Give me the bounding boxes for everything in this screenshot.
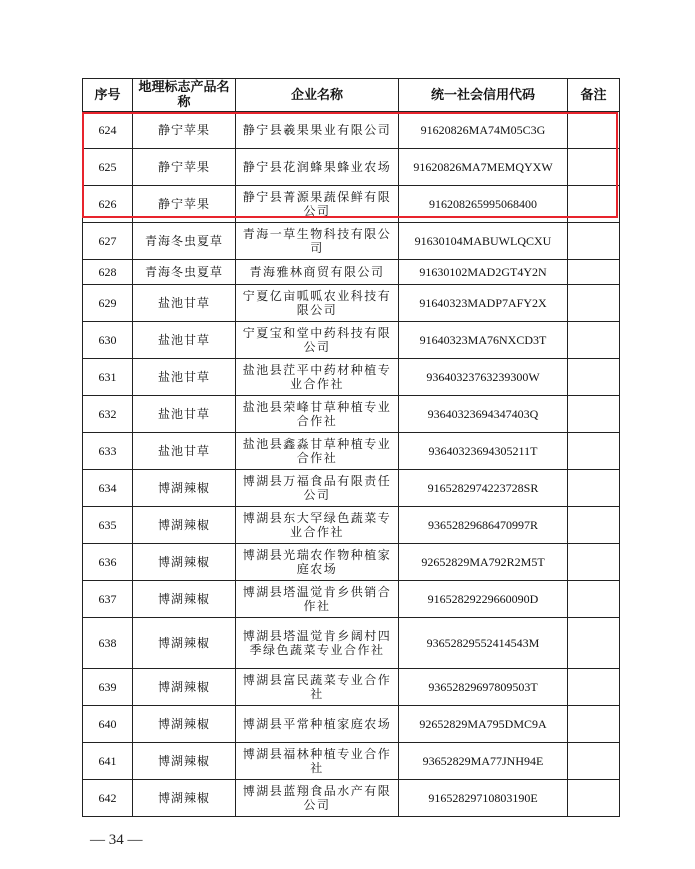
row-company: 静宁县菁源果蔬保鲜有限公司 xyxy=(236,186,399,223)
table-row xyxy=(83,223,620,260)
row-seq: 627 xyxy=(83,223,133,260)
table-row xyxy=(83,112,620,149)
row-company: 青海一草生物科技有限公司 xyxy=(236,223,399,260)
row-code: 91630104MABUWLQCXU xyxy=(399,223,568,260)
row-note xyxy=(568,706,620,743)
row-note xyxy=(568,322,620,359)
row-code: 91652829710803190E xyxy=(399,780,568,817)
row-product: 博湖辣椒 xyxy=(133,706,236,743)
row-product: 博湖辣椒 xyxy=(133,743,236,780)
row-note xyxy=(568,544,620,581)
table-row xyxy=(83,669,620,706)
row-code: 92652829MA792R2M5T xyxy=(399,544,568,581)
row-seq: 635 xyxy=(83,507,133,544)
row-note xyxy=(568,260,620,285)
row-company: 博湖县光瑞农作物种植家庭农场 xyxy=(236,544,399,581)
row-product: 博湖辣椒 xyxy=(133,669,236,706)
row-product: 博湖辣椒 xyxy=(133,544,236,581)
table-row xyxy=(83,149,620,186)
row-seq: 628 xyxy=(83,260,133,285)
row-seq: 634 xyxy=(83,470,133,507)
table-row xyxy=(83,396,620,433)
header-code: 统一社会信用代码 xyxy=(399,79,568,112)
row-code: 93652829697809503T xyxy=(399,669,568,706)
row-company: 盐池县荣峰甘草种植专业合作社 xyxy=(236,396,399,433)
row-company: 盐池县茳平中药材种植专业合作社 xyxy=(236,359,399,396)
row-company: 博湖县东大罕绿色蔬菜专业合作社 xyxy=(236,507,399,544)
row-seq: 633 xyxy=(83,433,133,470)
row-product: 青海冬虫夏草 xyxy=(133,223,236,260)
row-company: 静宁县花润蜂果蜂业农场 xyxy=(236,149,399,186)
row-seq: 632 xyxy=(83,396,133,433)
row-code: 91630102MAD2GT4Y2N xyxy=(399,260,568,285)
table-row xyxy=(83,359,620,396)
row-company: 静宁县羲果果业有限公司 xyxy=(236,112,399,149)
row-code: 93640323694305211T xyxy=(399,433,568,470)
row-code: 92652829MA795DMC9A xyxy=(399,706,568,743)
row-note xyxy=(568,359,620,396)
row-seq: 638 xyxy=(83,618,133,669)
row-code: 91640323MADP7AFY2X xyxy=(399,285,568,322)
table-row xyxy=(83,618,620,669)
row-note xyxy=(568,507,620,544)
row-note xyxy=(568,618,620,669)
row-code: 91620826MA7MEMQYXW xyxy=(399,149,568,186)
enterprise-table xyxy=(82,78,620,817)
table-row xyxy=(83,260,620,285)
row-product: 青海冬虫夏草 xyxy=(133,260,236,285)
row-note xyxy=(568,396,620,433)
row-note xyxy=(568,581,620,618)
row-seq: 636 xyxy=(83,544,133,581)
row-code: 93652829MA77JNH94E xyxy=(399,743,568,780)
row-product: 静宁苹果 xyxy=(133,149,236,186)
row-product: 静宁苹果 xyxy=(133,112,236,149)
row-product: 盐池甘草 xyxy=(133,322,236,359)
row-product: 盐池甘草 xyxy=(133,285,236,322)
table-row xyxy=(83,507,620,544)
row-company: 宁夏亿亩呱呱农业科技有限公司 xyxy=(236,285,399,322)
row-code: 93640323694347403Q xyxy=(399,396,568,433)
row-seq: 641 xyxy=(83,743,133,780)
page-number: — 34 — xyxy=(90,832,143,848)
row-company: 博湖县塔温觉肯乡供销合作社 xyxy=(236,581,399,618)
table-row xyxy=(83,186,620,223)
row-note xyxy=(568,112,620,149)
table-row xyxy=(83,322,620,359)
table-row xyxy=(83,581,620,618)
table-row xyxy=(83,544,620,581)
row-product: 盐池甘草 xyxy=(133,433,236,470)
row-seq: 642 xyxy=(83,780,133,817)
header-company: 企业名称 xyxy=(236,79,399,112)
row-code: 93640323763239300W xyxy=(399,359,568,396)
row-product: 静宁苹果 xyxy=(133,186,236,223)
table-row xyxy=(83,780,620,817)
row-company: 盐池县鑫淼甘草种植专业合作社 xyxy=(236,433,399,470)
row-seq: 624 xyxy=(83,112,133,149)
table-row xyxy=(83,743,620,780)
table-header-row xyxy=(83,79,620,112)
row-seq: 639 xyxy=(83,669,133,706)
row-note xyxy=(568,669,620,706)
row-product: 盐池甘草 xyxy=(133,396,236,433)
row-product: 博湖辣椒 xyxy=(133,581,236,618)
row-code: 91652829229660090D xyxy=(399,581,568,618)
row-seq: 630 xyxy=(83,322,133,359)
row-code: 93652829552414543M xyxy=(399,618,568,669)
row-note xyxy=(568,285,620,322)
row-note xyxy=(568,149,620,186)
row-note xyxy=(568,780,620,817)
row-note xyxy=(568,470,620,507)
row-seq: 637 xyxy=(83,581,133,618)
row-code: 91620826MA74M05C3G xyxy=(399,112,568,149)
row-product: 博湖辣椒 xyxy=(133,780,236,817)
row-seq: 640 xyxy=(83,706,133,743)
row-company: 博湖县蓝翔食品水产有限公司 xyxy=(236,780,399,817)
row-code: 916208265995068400 xyxy=(399,186,568,223)
row-note xyxy=(568,186,620,223)
row-note xyxy=(568,743,620,780)
row-company: 博湖县平常种植家庭农场 xyxy=(236,706,399,743)
row-note xyxy=(568,223,620,260)
row-company: 博湖县福林种植专业合作社 xyxy=(236,743,399,780)
row-seq: 629 xyxy=(83,285,133,322)
row-company: 青海雅林商贸有限公司 xyxy=(236,260,399,285)
row-product: 博湖辣椒 xyxy=(133,618,236,669)
row-seq: 625 xyxy=(83,149,133,186)
row-product: 博湖辣椒 xyxy=(133,470,236,507)
row-company: 博湖县万福食品有限责任公司 xyxy=(236,470,399,507)
table-row xyxy=(83,433,620,470)
table-row xyxy=(83,706,620,743)
row-seq: 626 xyxy=(83,186,133,223)
table-row xyxy=(83,470,620,507)
row-seq: 631 xyxy=(83,359,133,396)
row-product: 盐池甘草 xyxy=(133,359,236,396)
row-company: 博湖县富民蔬菜专业合作社 xyxy=(236,669,399,706)
header-note: 备注 xyxy=(568,79,620,112)
table-row xyxy=(83,285,620,322)
row-code: 93652829686470997R xyxy=(399,507,568,544)
table-body xyxy=(83,112,620,817)
row-company: 博湖县塔温觉肯乡阔村四季绿色蔬菜专业合作社 xyxy=(236,618,399,669)
row-code: 9165282974223728SR xyxy=(399,470,568,507)
row-product: 博湖辣椒 xyxy=(133,507,236,544)
row-company: 宁夏宝和堂中药科技有限公司 xyxy=(236,322,399,359)
row-note xyxy=(568,433,620,470)
row-code: 91640323MA76NXCD3T xyxy=(399,322,568,359)
header-seq: 序号 xyxy=(83,79,133,112)
header-product: 地理标志产品名称 xyxy=(133,79,236,112)
